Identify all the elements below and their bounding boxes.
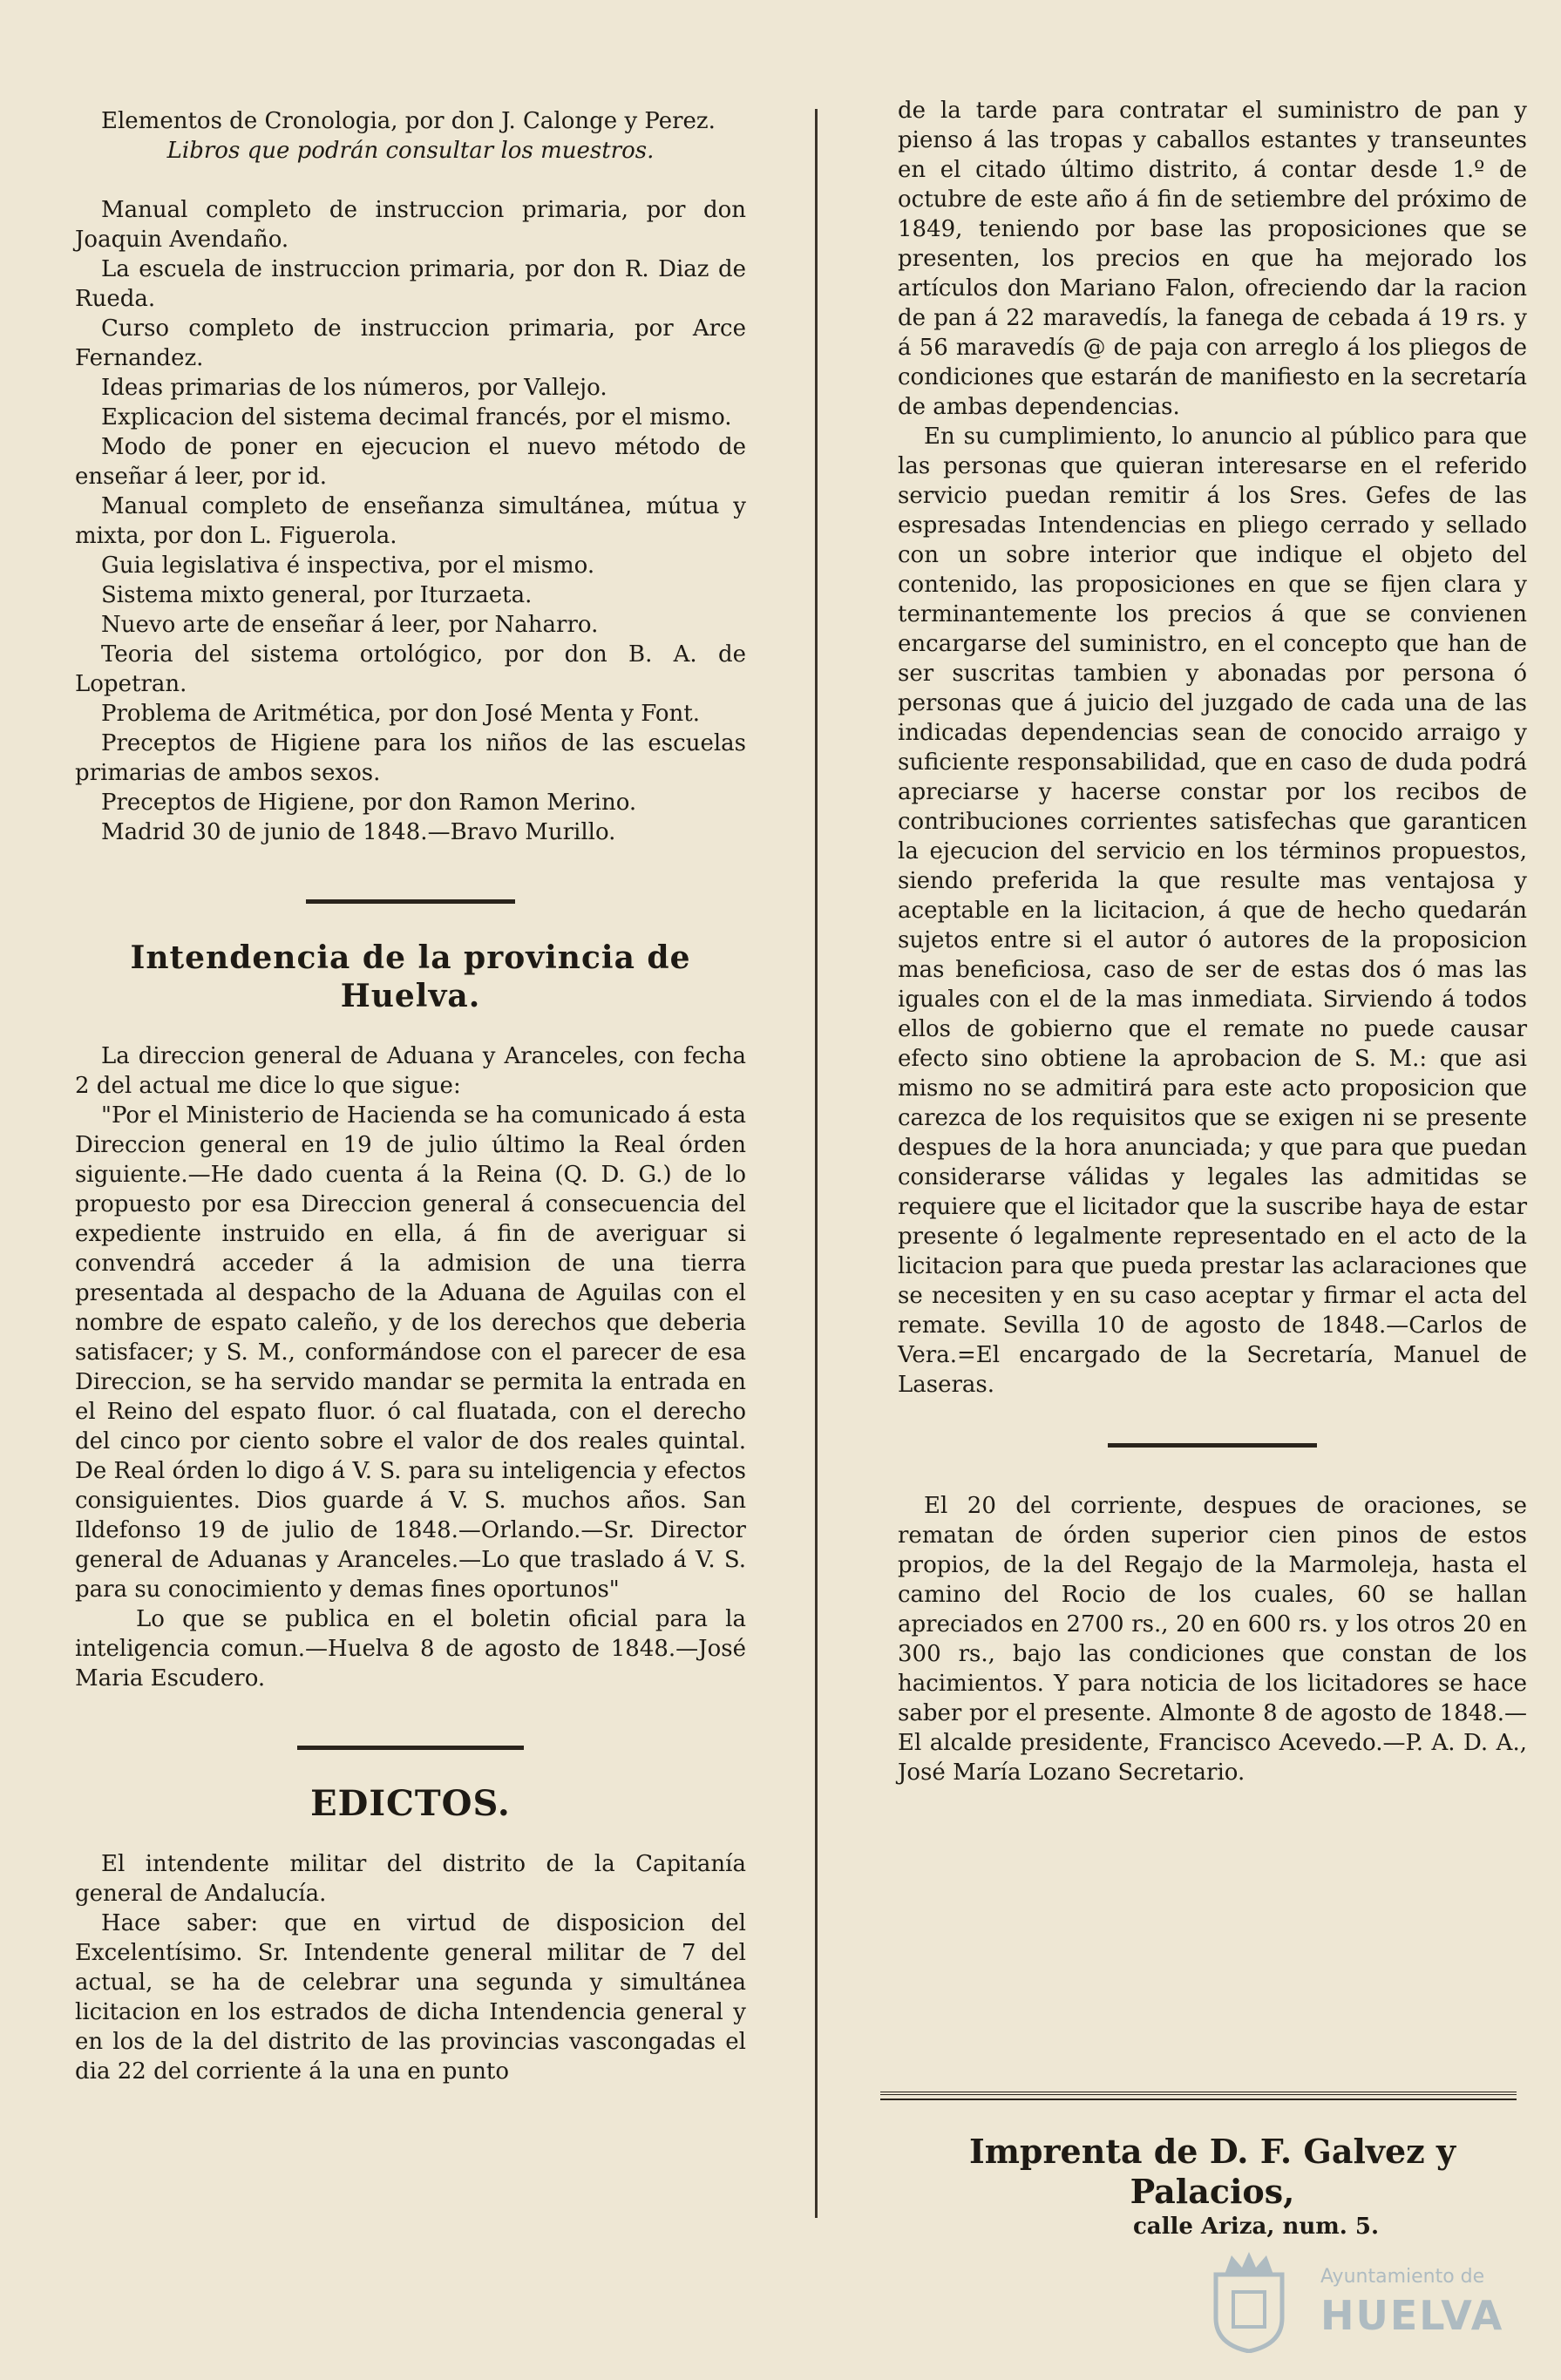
book-item: Preceptos de Higiene, por don Ramon Merino. bbox=[101, 790, 637, 816]
book-item: Guia legislativa é inspectiva, por el mismo. bbox=[101, 553, 595, 579]
book-item: Nuevo arte de enseñar á leer, por Naharro. bbox=[101, 612, 599, 638]
edictos-continuation: de la tarde para contratar el suministro de pan y pienso á las tropas y caballos estantes y transeuntes en el citado último distrito, á contar desde 1.º de octubre de este año á fin de setiembre del próximo de 1849, teniendo por base las proposiciones que se presenten, los precios en que ha mejorado los artículos don Mariano Falon, ofreciendo dar la racion de pan á 22 maravedís, la fanega de cebada á 19 rs. y á 56 maravedís @ de paja con arreglo á los pliegos de condiciones que estarán de manifiesto en la secretaría de ambas dependencias. bbox=[898, 98, 1527, 420]
book-item: Teoria del sistema ortológico, por don B. A. de Lopetran. bbox=[75, 641, 746, 697]
footer-rule-wrap bbox=[880, 2092, 1517, 2100]
right-column bbox=[898, 96, 1527, 1787]
book-item: Manual completo de enseñanza simultánea, mútua y mixta, por don L. Figuerola. bbox=[75, 493, 746, 549]
intendencia-paragraph: "Por el Ministerio de Hacienda se ha comunicado á esta Direccion general en 19 de julio último la Real órden siguiente.—He dado cuenta á la Reina (Q. D. G.) de lo propuesto por esa Direccion general á consecuencia del expediente instruido en ella, á fin de averiguar si convendrá acceder á la admision de una tierra presentada al despacho de la Aduana de Aguilas con el nombre de espato caleño, y de los derechos que deberia satisfacer; y S. M., conformándose con el parecer de esa Direccion, se ha servido mandar se permita la entrada en el Reino del espato fluor. ó cal fluatada, con el derecho del cinco por ciento sobre el valor de dos reales quintal. De Real órden lo digo á V. S. para su inteligencia y efectos consiguientes. Dios guarde á V. S. muchos años. San Ildefonso 19 de julio de 1848.—Orlando.—Sr. Director general de Aduanas y Aranceles.—Lo que traslado á V. S. para su conocimiento y demas fines oportunos" bbox=[75, 1102, 746, 1603]
book-list bbox=[75, 195, 746, 817]
coat-of-arms-icon bbox=[1207, 2248, 1291, 2353]
book-item: Preceptos de Higiene para los niños de las escuelas primarias de ambos sexos. bbox=[75, 730, 746, 786]
watermark-line2: HUELVA bbox=[1320, 2292, 1504, 2339]
books-heading: Libros que podrán consultar los muestros. bbox=[166, 138, 655, 164]
edictos-paragraph: Hace saber: que en virtud de disposicion del Excelentísimo. Sr. Intendente general militar de 7 del actual, se ha de celebrar una segunda y simultánea licitacion en los estrados de dicha Intendencia general y en los de la del distrito de las provincias vascongadas el dia 22 del corriente á la una en punto bbox=[75, 1910, 746, 2085]
watermark bbox=[1207, 2248, 1521, 2353]
left-column bbox=[75, 106, 746, 2086]
cronologia-entry: Elementos de Cronologia, por don J. Calonge y Perez. bbox=[101, 108, 716, 134]
section-divider bbox=[1108, 1443, 1317, 1448]
column-divider bbox=[815, 109, 818, 2218]
book-item: Sistema mixto general, por Iturzaeta. bbox=[101, 582, 533, 608]
book-item: La escuela de instruccion primaria, por don R. Diaz de Rueda. bbox=[75, 256, 746, 312]
section-divider bbox=[306, 899, 515, 904]
book-item: Manual completo de instruccion primaria, por don Joaquin Avendaño. bbox=[75, 197, 746, 253]
watermark-line1: Ayuntamiento de bbox=[1320, 2266, 1485, 2288]
edictos-paragraph: El intendente militar del distrito de la Capitanía general de Andalucía. bbox=[75, 1851, 746, 1907]
book-item: Ideas primarias de los números, por Vallejo. bbox=[101, 375, 607, 401]
book-item: Modo de poner en ejecucion el nuevo método de enseñar á leer, por id. bbox=[75, 434, 746, 490]
edictos-paragraph: En su cumplimiento, lo anuncio al público para que las personas que quieran interesarse en el referido servicio puedan remitir á los Sres. Gefes de las espresadas Intendencias en pliego cerrado y sellado con un sobre interior que indique el objeto del contenido, las proposiciones en que se fijen clara y terminantemente los precios á que se convienen encargarse del suministro, en el concepto que han de ser suscritas tambien y abonadas por persona ó personas que á juicio del juzgado de cada una de las indicadas dependencias sean de conocido arraigo y suficiente responsabilidad, que en caso de duda podrá apreciarse y hacerse constar por los recibos de contribuciones corrientes satisfechas que garanticen la ejecucion del servicio en los términos propuestos, siendo preferida la que resulte mas ventajosa y aceptable en la licitacion, á que de hecho quedarán sujetos entre si el autor ó autores de la proposicion mas beneficiosa, caso de ser de estas dos ó mas las iguales con el de la mas inmediata. Sirviendo á todos ellos de gobierno que el remate no puede causar efecto sino obtiene la aprobacion de S. M.: que asi mismo no se admitirá para este acto proposicion que carezca de los requisitos que se exigen ni se presente despues de la hora anunciada; y que para que puedan considerarse válidas y legales las admitidas se requiere que el licitador que la suscribe haya de estar presente ó legalmente representado en el acto de la licitacion para que pueda prestar las aclaraciones que se necesiten y en su caso aceptar y firmar el acta del remate. Sevilla 10 de agosto de 1848.—Carlos de Vera.=El encargado de la Secretaría, Manuel de Laseras. bbox=[898, 424, 1527, 1398]
intendencia-title: Intendencia de la provincia de Huelva. bbox=[130, 939, 691, 1014]
printer-name: Imprenta de D. F. Galvez y Palacios, bbox=[968, 2132, 1456, 2211]
edictos-title: EDICTOS. bbox=[310, 1783, 511, 1824]
book-item: Explicacion del sistema decimal francés, por el mismo. bbox=[101, 404, 732, 431]
almonte-notice: El 20 del corriente, despues de oraciones, se rematan de órden superior cien pinos de estos propios, de la del Regajo de la Marmoleja, hasta el camino del Rocio de los cuales, 60 se hallan apreciados en 2700 rs., 20 en 600 rs. y los otros 20 en 300 rs., bajo las condiciones que constan de los hacimientos. Y para noticia de los licitadores se hace saber por el presente. Almonte 8 de agosto de 1848.—El alcalde presidente, Francisco Acevedo.—P. A. D. A., José María Lozano Secretario. bbox=[898, 1493, 1527, 1786]
book-item: Problema de Aritmética, por don José Menta y Font. bbox=[101, 701, 701, 727]
intendencia-paragraph: La direccion general de Aduana y Aranceles, con fecha 2 del actual me dice lo que sigue: bbox=[75, 1043, 746, 1099]
books-signoff: Madrid 30 de junio de 1848.—Bravo Murillo. bbox=[101, 819, 616, 845]
printer-address: calle Ariza, num. 5. bbox=[1132, 2214, 1380, 2240]
footer-divider bbox=[880, 2092, 1517, 2100]
intendencia-paragraph: Lo que se publica en el boletin oficial para la inteligencia comun.—Huelva 8 de agosto de 1848.—José Maria Escudero. bbox=[75, 1606, 746, 1692]
printer-imprint bbox=[898, 2132, 1527, 2241]
book-item: Curso completo de instruccion primaria, por Arce Fernandez. bbox=[75, 315, 746, 371]
section-divider bbox=[297, 1746, 524, 1750]
